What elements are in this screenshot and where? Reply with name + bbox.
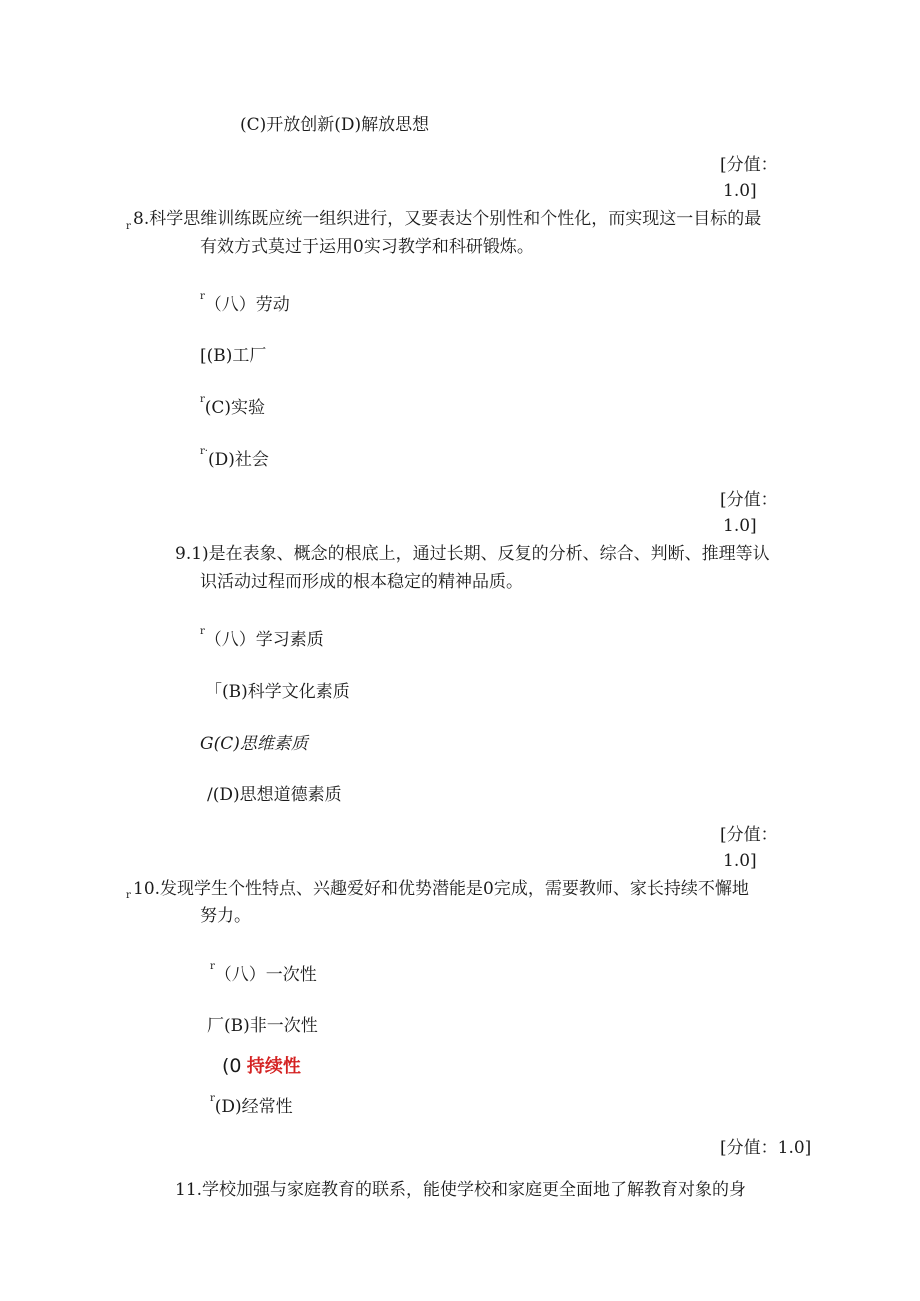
- q7-score-label: [分值：: [720, 155, 778, 175]
- radio-marker: r: [200, 626, 205, 637]
- option-prefix: (0: [222, 1055, 242, 1077]
- q9-option-d[interactable]: [207, 782, 342, 808]
- q7-score-value: 1.0]: [723, 181, 757, 201]
- q8-score-value: 1.0]: [723, 516, 757, 536]
- radio-marker: r: [200, 394, 205, 405]
- q8-score-label: [分值：: [720, 490, 778, 510]
- q9-option-c[interactable]: [200, 731, 308, 757]
- option-label: (D)经常性: [214, 1097, 293, 1117]
- q8-stem-line1: 8.科学思维训练既应统一组织进行，又要表达个别性和个性化，而实现这一目标的最: [133, 209, 762, 229]
- radio-marker: r: [210, 961, 215, 972]
- option-label: (D)社会: [207, 450, 269, 470]
- radio-marker: r: [210, 1093, 215, 1104]
- option-label-correct: 持续性: [246, 1056, 301, 1077]
- option-label: 厂(B)非一次性: [207, 1016, 318, 1036]
- q8-option-c[interactable]: [200, 395, 265, 421]
- q9-option-a[interactable]: [200, 627, 324, 653]
- radio-marker: r: [200, 291, 205, 302]
- option-label: （八）一次性: [214, 965, 317, 985]
- option-label: （八）学习素质: [204, 630, 324, 650]
- q10-option-d[interactable]: [210, 1094, 293, 1120]
- q10-score: [分值：1.0]: [720, 1138, 812, 1158]
- option-label: （八）劳动: [204, 295, 290, 315]
- q8-option-b[interactable]: [200, 343, 266, 369]
- option-label: G(C)思维素质: [200, 734, 308, 754]
- option-label: 「(B)科学文化素质: [205, 682, 350, 702]
- q8-option-d[interactable]: [200, 447, 269, 473]
- q9-stem-line1: 9.1)是在表象、概念的根底上，通过长期、反复的分析、综合、判断、推理等认: [175, 544, 770, 564]
- q8-marker: r: [126, 221, 131, 232]
- q8-option-a[interactable]: [200, 292, 290, 318]
- q10-marker: r: [126, 890, 131, 901]
- option-label: [(B)工厂: [200, 346, 267, 366]
- q9-stem-line2: 识活动过程而形成的根本稳定的精神品质。: [200, 572, 523, 592]
- q10-option-a[interactable]: [210, 962, 317, 988]
- q7-options-cd: (C)开放创新(D)解放思想: [240, 115, 430, 135]
- q10-stem-line2: 努力。: [200, 906, 251, 926]
- q9-score-label: [分值：: [720, 825, 778, 845]
- q10-option-b[interactable]: [207, 1013, 318, 1039]
- q10-option-c-selected[interactable]: [222, 1053, 301, 1080]
- q10-stem-line1: 10.发现学生个性特点、兴趣爱好和优势潜能是0完成，需要教师、家长持续不懈地: [133, 879, 749, 899]
- q9-option-b[interactable]: [205, 679, 350, 705]
- option-label: /(D)思想道德素质: [207, 785, 342, 805]
- q11-stem-line1: 11.学校加强与家庭教育的联系，能使学校和家庭更全面地了解教育对象的身: [175, 1180, 747, 1200]
- option-label: (C)实验: [204, 398, 266, 418]
- radio-marker: r·: [200, 446, 208, 457]
- q8-stem-line2: 有效方式莫过于运用0实习教学和科研锻炼。: [200, 237, 534, 257]
- q9-score-value: 1.0]: [723, 851, 757, 871]
